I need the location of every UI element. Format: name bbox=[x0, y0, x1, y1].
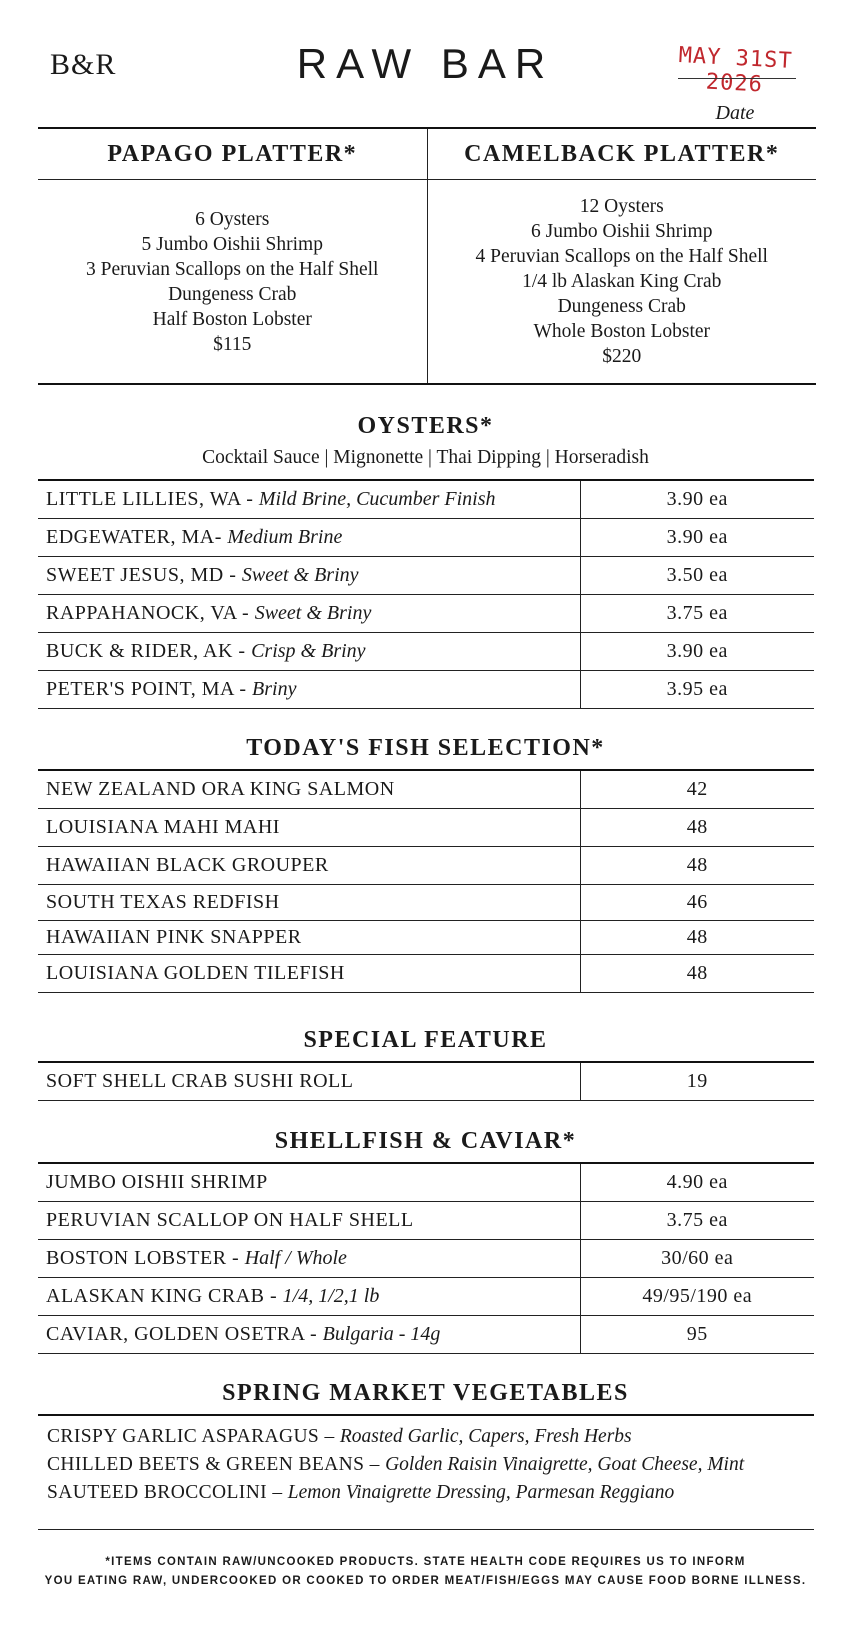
item-name: SOFT SHELL CRAB SUSHI ROLL bbox=[46, 1069, 354, 1092]
table-row bbox=[38, 808, 814, 846]
oyster-sauces: Cocktail Sauce | Mignonette | Thai Dipping | Horseradish bbox=[202, 447, 649, 468]
item-name: SWEET JESUS, MD - bbox=[46, 563, 242, 586]
table-row bbox=[38, 670, 814, 708]
platter-papago bbox=[38, 129, 427, 383]
item-price: 95 bbox=[580, 1315, 814, 1353]
item-name: RAPPAHANOCK, VA - bbox=[46, 601, 255, 624]
platter-name: PAPAGO PLATTER* bbox=[38, 129, 427, 180]
item-cell bbox=[38, 632, 580, 670]
vegetables-top-rule bbox=[38, 1414, 814, 1416]
date-block bbox=[650, 43, 820, 125]
item-cell bbox=[38, 770, 580, 808]
item-price: 49/95/190 ea bbox=[580, 1277, 814, 1315]
vegetable-name: CRISPY GARLIC ASPARAGUS – bbox=[47, 1426, 340, 1447]
item-name: SOUTH TEXAS REDFISH bbox=[46, 890, 280, 913]
shellfish-table bbox=[38, 1162, 814, 1354]
vegetable-item bbox=[47, 1423, 744, 1451]
item-name: LOUISIANA MAHI MAHI bbox=[46, 815, 280, 838]
table-row bbox=[38, 632, 814, 670]
item-description: Sweet & Briny bbox=[254, 601, 372, 624]
item-price: 19 bbox=[580, 1062, 814, 1100]
fish-title: TODAY'S FISH SELECTION* bbox=[246, 735, 605, 761]
vegetable-desc: Lemon Vinaigrette Dressing, Parmesan Reggiano bbox=[287, 1482, 675, 1503]
table-row bbox=[38, 954, 814, 992]
table-row bbox=[38, 1239, 814, 1277]
table-row bbox=[38, 518, 814, 556]
table-row bbox=[38, 1163, 814, 1201]
platter-camelback bbox=[427, 129, 817, 383]
item-price: 3.75 ea bbox=[580, 594, 814, 632]
oysters-title: OYSTERS* bbox=[357, 413, 494, 439]
item-name: CAVIAR, GOLDEN OSETRA - bbox=[46, 1322, 323, 1345]
oysters-table bbox=[38, 479, 814, 709]
platter-item: 4 Peruvian Scallops on the Half Shell bbox=[475, 246, 768, 267]
table-row bbox=[38, 1201, 814, 1239]
item-name: NEW ZEALAND ORA KING SALMON bbox=[46, 777, 395, 800]
platter-items bbox=[428, 180, 817, 383]
platter-item: 5 Jumbo Oishii Shrimp bbox=[141, 233, 323, 255]
item-cell bbox=[38, 1201, 580, 1239]
item-price: 3.95 ea bbox=[580, 670, 814, 708]
page-title: RAW BAR bbox=[296, 40, 555, 87]
item-description: Mild Brine, Cucumber Finish bbox=[258, 487, 496, 510]
item-cell bbox=[38, 920, 580, 954]
item-name: JUMBO OISHII SHRIMP bbox=[46, 1170, 268, 1193]
item-description: 1/4, 1/2,1 lb bbox=[282, 1284, 380, 1307]
item-price: 48 bbox=[580, 846, 814, 884]
date-underline bbox=[678, 78, 796, 79]
platter-item: Half Boston Lobster bbox=[152, 308, 312, 330]
item-price: 4.90 ea bbox=[580, 1163, 814, 1201]
item-price: 46 bbox=[580, 884, 814, 920]
table-row bbox=[38, 770, 814, 808]
special-title: SPECIAL FEATURE bbox=[303, 1027, 548, 1053]
table-row bbox=[38, 480, 814, 518]
item-name: HAWAIIAN PINK SNAPPER bbox=[46, 925, 302, 948]
platter-item: 6 Oysters bbox=[195, 208, 270, 230]
item-cell bbox=[38, 954, 580, 992]
item-price: 42 bbox=[580, 770, 814, 808]
item-description: Bulgaria - 14g bbox=[322, 1322, 441, 1345]
item-cell bbox=[38, 1163, 580, 1201]
item-price: 30/60 ea bbox=[580, 1239, 814, 1277]
logo: B&R bbox=[50, 48, 117, 81]
fish-table bbox=[38, 769, 814, 993]
vegetables-bottom-rule bbox=[38, 1529, 814, 1530]
footer-disclaimer-line1: *ITEMS CONTAIN RAW/UNCOOKED PRODUCTS. STATE HEALTH CODE REQUIRES US TO INFORM bbox=[105, 1556, 746, 1568]
table-row bbox=[38, 1062, 814, 1100]
item-cell bbox=[38, 594, 580, 632]
item-cell bbox=[38, 884, 580, 920]
vegetable-item bbox=[47, 1479, 744, 1507]
item-description: Half / Whole bbox=[244, 1246, 347, 1269]
date-label: Date bbox=[715, 102, 755, 124]
platter-price: $220 bbox=[602, 346, 642, 367]
vegetable-desc: Roasted Garlic, Capers, Fresh Herbs bbox=[339, 1426, 632, 1447]
platter-item: 3 Peruvian Scallops on the Half Shell bbox=[86, 258, 379, 280]
item-cell bbox=[38, 1062, 580, 1100]
item-price: 3.90 ea bbox=[580, 632, 814, 670]
special-table bbox=[38, 1061, 814, 1101]
footer-disclaimer-line2: YOU EATING RAW, UNDERCOOKED OR COOKED TO ORDER MEAT/FISH/EGGS MAY CAUSE FOOD BORNE ILLNESS. bbox=[44, 1575, 807, 1587]
item-price: 3.75 ea bbox=[580, 1201, 814, 1239]
table-row bbox=[38, 1315, 814, 1353]
date-value: MAY 31ST 2026 bbox=[678, 43, 794, 98]
item-cell bbox=[38, 556, 580, 594]
item-name: PERUVIAN SCALLOP ON HALF SHELL bbox=[46, 1208, 414, 1231]
item-cell bbox=[38, 1315, 580, 1353]
vegetable-item bbox=[47, 1451, 744, 1479]
platter-item: Whole Boston Lobster bbox=[533, 321, 711, 342]
table-row bbox=[38, 846, 814, 884]
item-description: Crisp & Briny bbox=[251, 639, 366, 662]
platter-item: 1/4 lb Alaskan King Crab bbox=[522, 271, 722, 292]
item-name: HAWAIIAN BLACK GROUPER bbox=[46, 853, 329, 876]
item-cell bbox=[38, 518, 580, 556]
item-description: Sweet & Briny bbox=[241, 563, 359, 586]
table-row bbox=[38, 1277, 814, 1315]
platter-item: Dungeness Crab bbox=[557, 296, 686, 317]
shellfish-title: SHELLFISH & CAVIAR* bbox=[274, 1128, 577, 1154]
vegetable-name: CHILLED BEETS & GREEN BEANS – bbox=[47, 1454, 386, 1475]
platter-item: 12 Oysters bbox=[579, 196, 664, 217]
item-name: EDGEWATER, MA- bbox=[46, 525, 228, 548]
table-row bbox=[38, 884, 814, 920]
item-price: 3.90 ea bbox=[580, 480, 814, 518]
item-name: PETER'S POINT, MA - bbox=[46, 677, 253, 700]
item-cell bbox=[38, 1277, 580, 1315]
vegetables-title: SPRING MARKET VEGETABLES bbox=[222, 1380, 629, 1406]
item-cell bbox=[38, 808, 580, 846]
platter-price: $115 bbox=[213, 333, 252, 355]
platter-item: Dungeness Crab bbox=[168, 283, 297, 305]
item-description: Medium Brine bbox=[227, 525, 343, 548]
table-row bbox=[38, 594, 814, 632]
platter-name: CAMELBACK PLATTER* bbox=[428, 129, 817, 180]
platter-item: 6 Jumbo Oishii Shrimp bbox=[531, 221, 713, 242]
vegetables-list bbox=[47, 1423, 744, 1507]
vegetable-desc: Golden Raisin Vinaigrette, Goat Cheese, Mint bbox=[385, 1454, 745, 1475]
platters-table bbox=[38, 127, 816, 385]
item-cell bbox=[38, 480, 580, 518]
item-price: 3.50 ea bbox=[580, 556, 814, 594]
table-row bbox=[38, 556, 814, 594]
item-price: 3.90 ea bbox=[580, 518, 814, 556]
item-cell bbox=[38, 846, 580, 884]
item-name: LOUISIANA GOLDEN TILEFISH bbox=[46, 961, 345, 984]
item-name: ALASKAN KING CRAB - bbox=[46, 1284, 283, 1307]
item-name: LITTLE LILLIES, WA - bbox=[46, 487, 259, 510]
vegetable-name: SAUTEED BROCCOLINI – bbox=[47, 1482, 288, 1503]
item-description: Briny bbox=[252, 677, 297, 700]
item-name: BOSTON LOBSTER - bbox=[46, 1246, 245, 1269]
item-name: BUCK & RIDER, AK - bbox=[46, 639, 252, 662]
item-price: 48 bbox=[580, 920, 814, 954]
item-price: 48 bbox=[580, 954, 814, 992]
platter-items bbox=[38, 180, 427, 383]
item-cell bbox=[38, 1239, 580, 1277]
item-cell bbox=[38, 670, 580, 708]
table-row bbox=[38, 920, 814, 954]
item-price: 48 bbox=[580, 808, 814, 846]
